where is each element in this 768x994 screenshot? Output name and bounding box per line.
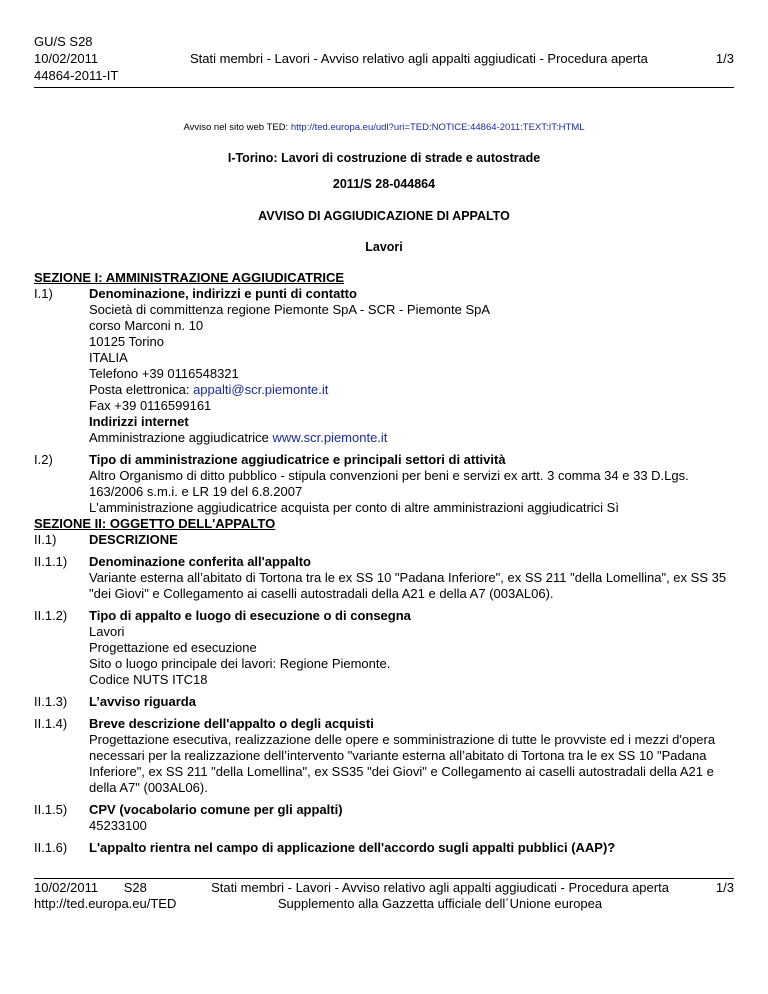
item-ii15 (34, 802, 734, 834)
item-title: DESCRIZIONE (89, 532, 178, 547)
footer-date: 10/02/2011 (34, 880, 99, 895)
item-text: necessari per la realizzazione dell’intervento "variante esterna all’abitato di Tortona tra le ex SS 10 "Padana (89, 748, 707, 763)
ted-source-line (0, 120, 768, 136)
org-name: Società di committenza regione Piemonte SpA - SCR - Piemonte SpA (89, 302, 491, 317)
footer-supplement: Supplemento alla Gazzetta ufficiale dell´Unione europea (277, 896, 603, 911)
item-number: II.1.4) (34, 716, 68, 731)
city: 10125 Torino (89, 334, 164, 349)
page-footer (34, 880, 734, 920)
admin-url-row (89, 430, 734, 446)
item-i2 (34, 452, 734, 516)
item-text: Progettazione ed esecuzione (89, 640, 257, 655)
item-title: Tipo di amministrazione aggiudicatrice e principali settori di attività (89, 452, 506, 467)
item-text: Lavori (89, 624, 125, 639)
item-number: I.1) (34, 286, 53, 301)
header-date: 10/02/2011 (34, 51, 99, 66)
source-label: Avviso nel sito web TED: (183, 122, 289, 133)
notice-id: 44864-2011-IT (34, 68, 119, 83)
page-header (34, 34, 734, 86)
section-1-heading: SEZIONE I: AMMINISTRAZIONE AGGIUDICATRICE (34, 270, 345, 285)
internet-title: Indirizzi internet (89, 414, 189, 429)
item-number: II.1) (34, 532, 57, 547)
header-running-title: Stati membri - Lavori - Avviso relativo agli appalti aggiudicati - Procedura aperta (190, 51, 648, 66)
item-number: II.1.3) (34, 694, 68, 709)
item-ii16 (34, 840, 734, 856)
email-link[interactable]: appalti@scr.piemonte.it (193, 382, 329, 397)
email-row (89, 382, 734, 398)
item-number: II.1.5) (34, 802, 68, 817)
item-text: L'amministrazione aggiudicatrice acquista per conto di altre amministrazioni aggiudicatrici Sì (89, 500, 619, 515)
item-ii11 (34, 554, 734, 602)
item-text: Progettazione esecutiva, realizzazione delle opere e somministrazione di tutte le provviste ed i mezzi d'opera (89, 732, 716, 747)
item-number: II.1.6) (34, 840, 68, 855)
street-address: corso Marconi n. 10 (89, 318, 204, 333)
footer-site: http://ted.europa.eu/TED (34, 896, 177, 911)
header-page-number: 1/3 (715, 51, 734, 66)
item-text: Altro Organismo di ditto pubblico - stipula convenzioni per beni e servizi ex artt. 3 comma 34 e 33 D.Lgs. (89, 468, 689, 483)
footer-center (190, 880, 690, 912)
contract-type: Lavori (365, 240, 403, 254)
email-label: Posta elettronica: (89, 382, 190, 397)
item-i1 (34, 286, 734, 446)
cpv-code: 45233100 (89, 818, 147, 833)
location-title: I-Torino: Lavori di costruzione di strade e autostrade (227, 151, 541, 165)
admin-label: Amministrazione aggiudicatrice (89, 430, 269, 445)
fax: Fax +39 0116599161 (89, 398, 212, 413)
item-text: "dei Giovi" e Collegamento ai caselli autostradali della A21 e della A7 (003AL06). (89, 586, 554, 601)
item-text: Inferiore", ex SS 211 "della Lomellina", ex SS35 "dei Giovi" e Collegamento ai caselli autostradali della A21 e (89, 764, 714, 779)
item-title: Denominazione conferita all'appalto (89, 554, 311, 569)
phone: Telefono +39 0116548321 (89, 366, 239, 381)
item-title: Breve descrizione dell'appalto o degli acquisti (89, 716, 374, 731)
item-text: Variante esterna all’abitato di Tortona tra le ex SS 10 "Padana Inferiore", ex SS 211 "della Lomellina", ex SS 35 (89, 570, 727, 585)
item-title: L'appalto rientra nel campo di applicazione dell'accordo sugli appalti pubblici (AAP)? (89, 840, 616, 855)
item-title: L’avviso riguarda (89, 694, 196, 709)
item-title: Tipo di appalto e luogo di esecuzione o di consegna (89, 608, 411, 623)
item-ii12 (34, 608, 734, 688)
source-url-link[interactable]: http://ted.europa.eu/udl?uri=TED:NOTICE:44864-2011:TEXT:IT:HTML (290, 122, 585, 133)
footer-running-title: Stati membri - Lavori - Avviso relativo agli appalti aggiudicati - Procedura aperta (211, 880, 669, 895)
item-title: Denominazione, indirizzi e punti di contatto (89, 286, 357, 301)
notice-type: AVVISO DI AGGIUDICAZIONE DI APPALTO (258, 209, 510, 223)
item-text: 163/2006 s.m.i. e LR 19 del 6.8.2007 (89, 484, 303, 499)
notice-content (34, 270, 734, 856)
notice-number: 2011/S 28-044864 (332, 177, 436, 191)
header-meta (34, 34, 118, 85)
item-text: Codice NUTS ITC18 (89, 672, 208, 687)
item-ii13 (34, 694, 734, 710)
item-title: CPV (vocabolario comune per gli appalti) (89, 802, 343, 817)
footer-rule (34, 878, 734, 879)
item-number: I.2) (34, 452, 53, 467)
country: ITALIA (89, 350, 128, 365)
footer-left (34, 880, 176, 912)
item-ii14 (34, 716, 734, 796)
header-rule (34, 87, 734, 88)
section-2-heading: SEZIONE II: OGGETTO DELL'APPALTO (34, 516, 276, 531)
doc-ref: GU/S S28 (34, 34, 93, 49)
item-number: II.1.2) (34, 608, 68, 623)
item-ii1 (34, 532, 734, 548)
item-text: Sito o luogo principale dei lavori: Regione Piemonte. (89, 656, 391, 671)
item-text: della A7" (003AL06). (89, 780, 208, 795)
admin-url-link[interactable]: www.scr.piemonte.it (272, 430, 388, 445)
footer-series: S28 (123, 880, 147, 895)
footer-page-number: 1/3 (715, 880, 734, 895)
item-number: II.1.1) (34, 554, 68, 569)
